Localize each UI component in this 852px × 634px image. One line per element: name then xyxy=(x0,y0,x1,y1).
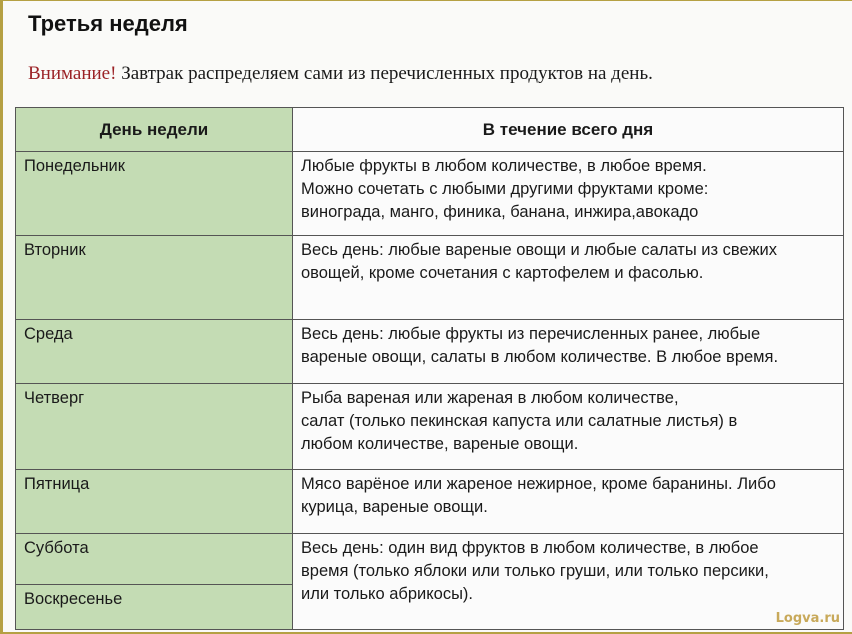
table-row xyxy=(16,534,844,585)
header-all-day: В течение всего дня xyxy=(293,108,844,152)
day-cell: Вторник xyxy=(16,236,293,320)
table-header-row xyxy=(16,108,844,152)
day-cell: Четверг xyxy=(16,384,293,470)
table-row xyxy=(16,320,844,384)
day-cell: Среда xyxy=(16,320,293,384)
notice-text: Завтрак распределяем сами из перечисленных продуктов на день. xyxy=(116,63,653,84)
table-row xyxy=(16,236,844,320)
notice xyxy=(28,63,653,85)
watermark-logo: Logva.ru xyxy=(775,611,840,626)
day-cell: Понедельник xyxy=(16,152,293,236)
notice-warning: Внимание! xyxy=(28,63,117,84)
desc-line: Весь день: любые вареные овощи и любые салаты из свежих xyxy=(301,241,777,259)
header-day: День недели xyxy=(16,108,293,152)
desc-line: вареные овощи, салаты в любом количестве. В любое время. xyxy=(301,348,779,366)
page-title: Третья неделя xyxy=(28,11,188,36)
desc-cell xyxy=(293,384,844,470)
desc-line: время (только яблоки или только груши, или только персики, xyxy=(301,562,769,580)
desc-line: овощей, кроме сочетания с картофелем и фасолью. xyxy=(301,264,704,282)
meal-plan-table xyxy=(15,107,844,630)
desc-cell xyxy=(293,470,844,534)
desc-line: Любые фрукты в любом количестве, в любое время. xyxy=(301,157,707,175)
table-row xyxy=(16,152,844,236)
day-cell: Пятница xyxy=(16,470,293,534)
day-cell: Суббота xyxy=(16,534,293,585)
desc-cell xyxy=(293,320,844,384)
desc-line: Весь день: один вид фруктов в любом количестве, в любое xyxy=(301,539,759,557)
desc-line: Мясо варёное или жареное нежирное, кроме баранины. Либо xyxy=(301,475,776,493)
desc-line: винограда, манго, финика, банана, инжира,авокадо xyxy=(301,203,699,221)
table-row xyxy=(16,470,844,534)
desc-line: курица, вареные овощи. xyxy=(301,498,488,516)
table-row xyxy=(16,384,844,470)
desc-line: салат (только пекинская капуста или салатные листья) в xyxy=(301,412,738,430)
desc-cell xyxy=(293,152,844,236)
day-cell: Воскресенье xyxy=(16,585,293,630)
desc-line: или только абрикосы). xyxy=(301,585,474,603)
desc-line: Рыба вареная или жареная в любом количестве, xyxy=(301,389,679,407)
desc-line: Весь день: любые фрукты из перечисленных ранее, любые xyxy=(301,325,761,343)
desc-cell xyxy=(293,534,844,630)
desc-cell xyxy=(293,236,844,320)
desc-line: любом количестве, вареные овощи. xyxy=(301,435,579,453)
desc-line: Можно сочетать с любыми другими фруктами кроме: xyxy=(301,180,709,198)
